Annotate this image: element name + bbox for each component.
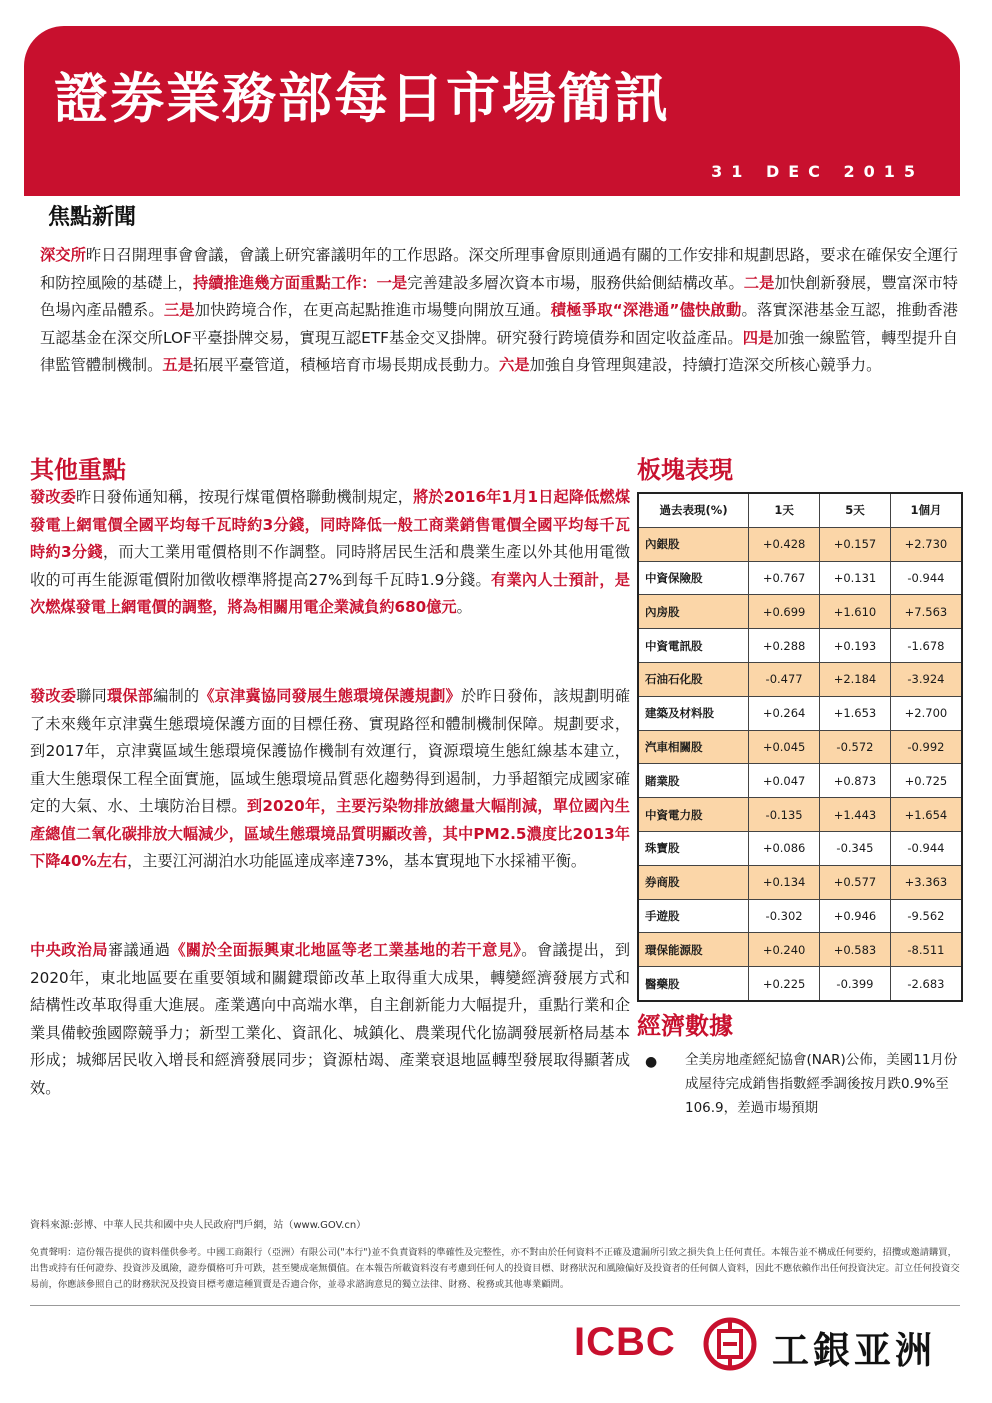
change-5d: -0.399 [820,967,891,1001]
table-row [638,595,962,629]
text-highlight: 將於2016年1月1日起降低燃煤發電上網電價全國平均每千瓦時約3分錢，同時降低一般工商業銷售電價全國平均每千瓦時約3分錢 [30,488,631,561]
change-1d: -0.477 [749,662,820,696]
text-highlight: 二是 [743,273,775,292]
sector-name: 石油石化股 [638,662,749,696]
sector-name: 中資電力股 [638,798,749,832]
icbc-asia-chinese-name: 工銀亚洲 [772,1329,936,1372]
text-highlight: 持續推進幾方面重點工作：一是 [193,273,408,292]
change-1m: +2.700 [890,696,962,730]
other-paragraph-northeast-revival [30,937,630,1102]
text-highlight: 有業內人士預計，是次燃煤發電上網電價的調整，將為相關用電企業減負約680億元 [30,570,630,616]
text-highlight: 中央政治局 [30,941,108,959]
change-1d: +0.045 [749,730,820,764]
table-header-row [638,493,962,527]
sector-name: 環保能源股 [638,933,749,967]
text-run: 昨日發佈通知稱，按現行煤電價格聯動機制規定， [75,488,414,506]
text-highlight: 環保部 [106,687,154,705]
change-5d: +0.157 [820,527,891,561]
change-5d: -0.572 [820,730,891,764]
text-highlight: 積極爭取“深港通”儘快啟動 [550,301,742,319]
disclaimer-text: 免責聲明：這份報告提供的資料僅供參考。中國工商銀行（亞洲）有限公司("本行")並不負責資料的準確性及完整性，亦不對由於任何資料不正確及遺漏所引致之損失負上任何責任。本報告並不構成任何要約，招攬或邀請購買，出售或持有任何證券、投資涉及風險，證券價格可升可跌，甚至變成毫無價值。在本報告所載資料沒有考慮到任何人的投資目標、財務狀況和風險偏好及投資者的任何個人資料，因此不應依賴作出任何投資決定。訂立任何投資交易前，你應該參照自己的財務狀況及投資目標考慮這種買賣是否適合你，並尋求諮詢意見的獨立法律、財務、稅務或其他專業顧問。 [30,1247,960,1290]
change-1m: +1.654 [890,798,962,832]
change-1m: +2.730 [890,527,962,561]
column-header: 1個月 [890,493,962,527]
change-5d: +1.610 [820,595,891,629]
text-highlight: 《關於全面振興東北地區等老工業基地的若干意見》 [170,941,522,959]
table-row [638,967,962,1001]
change-5d: +2.184 [820,662,891,696]
change-1d: +0.428 [749,527,820,561]
change-1d: +0.699 [749,595,820,629]
text-run: 加快跨境合作，在更高起點推進市場雙向開放互通。 [194,301,551,319]
text-run: 加快創新發展，豐富深市特色場內產品體系。 [40,273,958,319]
column-header: 過去表現(%) [638,493,749,527]
other-highlights-title: 其他重點 [30,456,126,484]
bullet-icon: ● [645,1054,658,1070]
footer-divider [30,1305,960,1306]
icbc-logo-text: ICBC [574,1320,676,1364]
column-header: 1天 [749,493,820,527]
change-1m: -8.511 [890,933,962,967]
table-row [638,696,962,730]
change-1m: -2.683 [890,967,962,1001]
change-1d: -0.302 [749,899,820,933]
change-1m: -3.924 [890,662,962,696]
change-1m: +0.725 [890,764,962,798]
table-row [638,798,962,832]
change-1m: -0.944 [890,561,962,595]
change-5d: +0.193 [820,629,891,663]
change-1m: +7.563 [890,595,962,629]
change-5d: +0.583 [820,933,891,967]
change-5d: -0.345 [820,831,891,865]
sector-name: 珠寶股 [638,831,749,865]
economic-data-title: 經濟數據 [637,1012,733,1040]
text-run: 聯同 [76,687,107,705]
table-row [638,933,962,967]
change-5d: +0.946 [820,899,891,933]
icbc-emblem-icon [702,1316,758,1372]
text-run: 拓展平臺管道，積極培育市場長期成長動力。 [193,356,499,374]
change-5d: +0.873 [820,764,891,798]
focus-news-title: 焦點新聞 [48,205,137,230]
change-1d: +0.225 [749,967,820,1001]
change-1m: -9.562 [890,899,962,933]
change-1d: +0.288 [749,629,820,663]
column-header: 5天 [820,493,891,527]
change-1m: -0.992 [890,730,962,764]
sector-name: 券商股 [638,865,749,899]
sector-name: 內房股 [638,595,749,629]
table-row [638,662,962,696]
table-row [638,831,962,865]
table-row [638,764,962,798]
table-row [638,561,962,595]
economic-data-text: 全美房地產經紀協會(NAR)公佈，美國11月份成屋待完成銷售指數經季調後按月跌0.9%至106.9，差過市場預期 [685,1052,958,1116]
text-highlight: 發改委 [30,488,76,506]
change-1m: -1.678 [890,629,962,663]
other-paragraph-jingjinji-plan [30,683,630,876]
table-row [638,629,962,663]
text-highlight: 發改委 [30,687,77,705]
text-highlight: 三是 [163,301,195,319]
change-5d: +0.131 [820,561,891,595]
change-5d: +0.577 [820,865,891,899]
text-highlight: 四是 [742,328,774,347]
focus-news-paragraph [40,242,958,380]
text-run: 加強一線監管，轉型提升自律監管體制機制。 [40,328,958,374]
text-run: 。會議提出，到2020年，東北地區要在重要領域和關鍵環節改革上取得重大成果，轉變經濟發展方式和結構性改革取得重大進展。產業邁向中高端水準，自主創新能力大幅提升，重點行業和企業具備較強國際競爭力；新型工業化、資訊化、城鎮化、農業現代化協調發展新格局基本形成；城鄉居民收入增長和經濟發展同步；資源枯竭、產業衰退地區轉型發展取得顯著成效。 [30,941,631,1097]
text-highlight: 到2020年，主要污染物排放總量大幅削減，單位國內生產總值二氧化碳排放大幅減少，區域生態環境品質明顯改善，其中PM2.5濃度比2013年下降40%左右 [30,797,630,870]
sector-name: 汽車相關股 [638,730,749,764]
sector-performance-table [637,492,963,1002]
table-row [638,899,962,933]
text-run: 於昨日發佈，該規劃明確了未來幾年京津冀生態環境保護方面的目標任務、實現路徑和體制機制保障。規劃要求，到2017年，京津冀區域生態環境保護協作機制有效運行，資源環境生態紅線基本建立，重大生態環保工程全面實施，區域生態環境品質惡化趨勢得到遏制，力爭超額完成國家確定的大氣、水、土壤防治目標。 [30,687,631,815]
page-title: 證劵業務部每日市場簡訊 [54,67,670,130]
change-5d: +1.653 [820,696,891,730]
text-highlight: 《京津冀協同發展生態環境保護規劃》 [199,687,461,705]
sector-name: 賭業股 [638,764,749,798]
change-1d: +0.134 [749,865,820,899]
text-run: 。 [456,598,472,616]
text-run: 。落實深港基金互認，推動香港互認基金在深交所LOF平臺掛牌交易，實現互認ETF基金交叉掛牌。研究發行跨境債券和固定收益產品。 [40,301,958,347]
text-run: 加強自身管理與建設，持續打造深交所核心競爭力。 [529,356,882,374]
report-date: 31 DEC 2015 [711,162,924,181]
change-1m: +3.363 [890,865,962,899]
sector-performance-title: 板塊表現 [637,456,733,484]
sector-name: 建築及材料股 [638,696,749,730]
change-5d: +1.443 [820,798,891,832]
change-1d: +0.240 [749,933,820,967]
change-1m: -0.944 [890,831,962,865]
table-row [638,730,962,764]
table-row [638,865,962,899]
other-paragraph-ndrc-electricity [30,484,630,622]
sector-name: 手遊股 [638,899,749,933]
text-run: ，主要江河湖泊水功能區達成率達73%，基本實現地下水採補平衡。 [127,852,587,870]
change-1d: +0.047 [749,764,820,798]
change-1d: -0.135 [749,798,820,832]
change-1d: +0.767 [749,561,820,595]
text-run: 審議通過 [107,941,171,959]
text-run: ，而大工業用電價格則不作調整。同時將居民生活和農業生產以外其他用電徵收的可再生能源電價附加徵收標準將提高27%到每千瓦時1.9分錢。 [30,543,630,589]
text-highlight: 六是 [498,356,530,374]
text-highlight: 深交所 [40,246,86,264]
sector-name: 內銀股 [638,527,749,561]
change-1d: +0.264 [749,696,820,730]
text-run: 完善建設多層次資本市場，服務供給側結構改革。 [407,273,744,292]
sector-name: 醫藥股 [638,967,749,1001]
text-highlight: 五是 [162,356,193,374]
data-source-note: 資料來源:彭博、中華人民共和國中央人民政府門戶網，站（www.GOV.cn） [30,1220,367,1231]
header-banner [24,26,960,196]
text-run: 編制的 [153,687,200,705]
change-1d: +0.086 [749,831,820,865]
sector-name: 中資保險股 [638,561,749,595]
sector-name: 中資電訊股 [638,629,749,663]
text-run: 昨日召開理事會會議，會議上研究審議明年的工作思路。深交所理事會原則通過有關的工作安排和規劃思路，要求在確保安全運行和防控風險的基礎上， [40,246,958,292]
table-row [638,527,962,561]
